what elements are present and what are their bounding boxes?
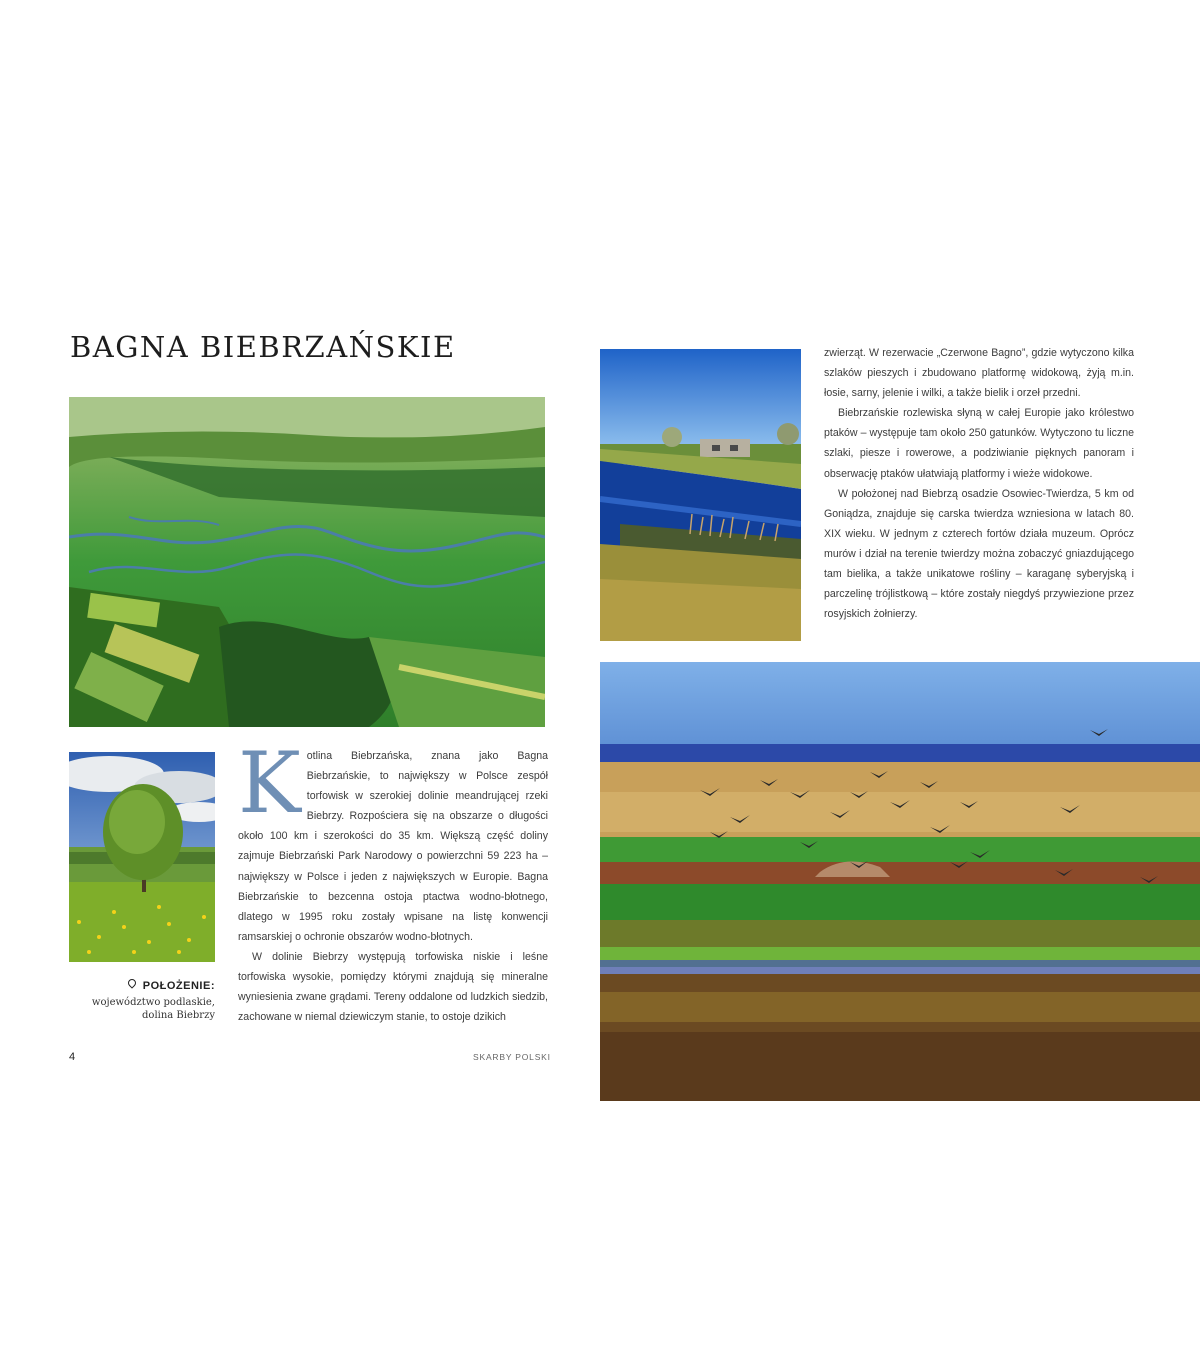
location-text: województwo podlaskie, dolina Biebrzy xyxy=(91,997,215,1021)
location-heading xyxy=(128,980,215,992)
map-pin-icon xyxy=(126,977,137,988)
dropcap: K xyxy=(238,734,301,832)
left-paragraph-2: W dolinie Biebrzy występują torfowiska niskie i leśne torfowiska wysokie, pomiędzy którymi znajdują się mineralne wyniesienia zwane grądami. Tereny oddalone od ludzkich siedzib, zachowane w niemal dziewiczym stanie, to ostoje dzikich xyxy=(238,950,548,1024)
right-paragraph-1: zwierząt. W rezerwacie „Czerwone Bagno”, gdzie wytyczono kilka szlaków pieszych i zbudowano platformę widokową, żyją m.in. łosie, sarny, jelenie i wilki, a także bielik i orzeł przedni. xyxy=(824,347,1134,400)
aerial-marsh-photo xyxy=(69,397,545,727)
tree-meadow-photo xyxy=(69,752,215,962)
right-text-column xyxy=(824,343,1134,624)
right-paragraph-3: W położonej nad Biebrzą osadzie Osowiec-Twierdza, 5 km od Goniądza, znajduje się carska twierdza wzniesiona w latach 80. XIX wieku. W jednym z czterech fortów działa muzeum. Oprócz murów i dział na terenie twierdzy można zobaczyć gniazdującego tam bielika, a także unikatowe rośliny – karaganę syberyjską i parczelinę trójlistkową – które zostały niegdyś przywiezione przez rosyjskich żołnierzy. xyxy=(824,487,1134,621)
page-title: BAGNA BIEBRZAŃSKIE xyxy=(70,330,456,364)
page-number: 4 xyxy=(69,1051,76,1063)
running-footer: SKARBY POLSKI xyxy=(473,1052,551,1062)
left-paragraph-1: otlina Biebrzańska, znana jako Bagna Biebrzańskie, to największy w Polsce zespół torfowisk w szerokiej dolinie meandrującej rzeki Biebrzy. Rozpościera się na obszarze o długości około 100 km i szerokości do 35 km. Większą część doliny zajmuje Biebrzański Park Narodowy o powierzchni 59 223 ha – największy w Polsce i jeden z największych w Europie. Bagna Biebrzańskie to bezcenna ostoja ptactwa wodno-błotnego, dlatego w 1995 roku zostały wpisane na listę konwencji ramsarskiej o ochronie obszarów wodno-błotnych. xyxy=(238,750,548,943)
right-paragraph-2: Biebrzańskie rozlewiska słyną w całej Europie jako królestwo ptaków – występuje tam około 250 gatunków. Wytyczono tu liczne szlaki, piesze i rowerowe, a podziwianie pięknych panoram i obserwację ptaków ułatwiają platformy i wieże widokowe. xyxy=(824,407,1134,480)
left-text-column xyxy=(238,734,548,1027)
location-label: POŁOŻENIE: xyxy=(142,980,215,992)
birds-wetland-photo xyxy=(600,662,1200,1101)
fortress-river-photo xyxy=(600,349,801,641)
